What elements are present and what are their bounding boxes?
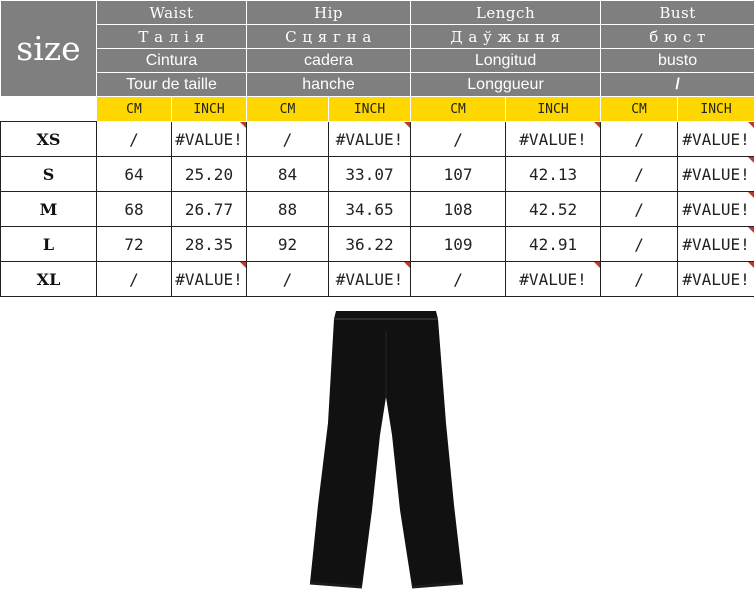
length-header-es: Longitud (411, 49, 601, 73)
table-cell: / (601, 122, 678, 157)
table-cell: / (601, 262, 678, 297)
table-row (1, 262, 754, 297)
table-cell: 68 (97, 192, 172, 227)
waist-header-es: Cintura (97, 49, 247, 73)
unit-inch-bust: INCH (678, 97, 754, 122)
table-cell: #VALUE! (506, 262, 601, 297)
table-cell: / (97, 262, 172, 297)
length-header-en: Lengch (411, 1, 601, 25)
table-cell: / (411, 262, 506, 297)
size-label: XL (1, 262, 97, 297)
table-cell: 92 (247, 227, 329, 262)
waist-header-en: Waist (97, 1, 247, 25)
table-cell: 34.65 (329, 192, 411, 227)
size-label: L (1, 227, 97, 262)
table-cell: 64 (97, 157, 172, 192)
length-header-uk: Д а ў ж ы н я (411, 25, 601, 49)
bust-header-fr: / (601, 73, 754, 97)
unit-inch-hip: INCH (329, 97, 411, 122)
flared-pants-icon (300, 305, 470, 595)
size-label: XS (1, 122, 97, 157)
table-cell: #VALUE! (678, 262, 754, 297)
table-cell: 108 (411, 192, 506, 227)
table-cell: 84 (247, 157, 329, 192)
table-cell: 42.91 (506, 227, 601, 262)
table-cell: #VALUE! (678, 122, 754, 157)
table-cell: #VALUE! (172, 262, 247, 297)
unit-row-blank (1, 97, 97, 122)
unit-cm-length: CM (411, 97, 506, 122)
table-cell: 88 (247, 192, 329, 227)
table-cell: 42.52 (506, 192, 601, 227)
table-cell: 26.77 (172, 192, 247, 227)
table-row (1, 192, 754, 227)
unit-inch-waist: INCH (172, 97, 247, 122)
table-cell: / (601, 157, 678, 192)
table-cell: #VALUE! (678, 227, 754, 262)
table-cell: #VALUE! (506, 122, 601, 157)
unit-cm-hip: CM (247, 97, 329, 122)
length-header-fr: Longgueur (411, 73, 601, 97)
table-cell: / (247, 262, 329, 297)
table-cell: #VALUE! (329, 122, 411, 157)
table-cell: 25.20 (172, 157, 247, 192)
table-cell: #VALUE! (678, 192, 754, 227)
waist-header-uk: Т а л і я (97, 25, 247, 49)
table-cell: / (411, 122, 506, 157)
table-cell: / (97, 122, 172, 157)
size-rows (1, 122, 754, 297)
table-row (1, 122, 754, 157)
table-cell: 28.35 (172, 227, 247, 262)
table-cell: 109 (411, 227, 506, 262)
unit-cm-bust: CM (601, 97, 678, 122)
table-cell: #VALUE! (678, 157, 754, 192)
size-label: M (1, 192, 97, 227)
table-cell: 33.07 (329, 157, 411, 192)
size-label: S (1, 157, 97, 192)
unit-inch-length: INCH (506, 97, 601, 122)
table-cell: 107 (411, 157, 506, 192)
table-cell: 36.22 (329, 227, 411, 262)
hip-header-en: Hip (247, 1, 411, 25)
hip-header-uk: С ц я г н а (247, 25, 411, 49)
table-cell: / (601, 227, 678, 262)
bust-header-uk: б ю с т (601, 25, 754, 49)
table-row (1, 157, 754, 192)
unit-cm-waist: CM (97, 97, 172, 122)
table-cell: #VALUE! (172, 122, 247, 157)
product-image (300, 305, 470, 600)
table-cell: / (247, 122, 329, 157)
table-cell: #VALUE! (329, 262, 411, 297)
size-chart-table (0, 0, 754, 297)
table-cell: 72 (97, 227, 172, 262)
table-row (1, 227, 754, 262)
table-cell: / (601, 192, 678, 227)
table-cell: 42.13 (506, 157, 601, 192)
size-header-cell: size (1, 1, 97, 97)
bust-header-es: busto (601, 49, 754, 73)
waist-header-fr: Tour de taille (97, 73, 247, 97)
hip-header-fr: hanche (247, 73, 411, 97)
hip-header-es: cadera (247, 49, 411, 73)
bust-header-en: Bust (601, 1, 754, 25)
